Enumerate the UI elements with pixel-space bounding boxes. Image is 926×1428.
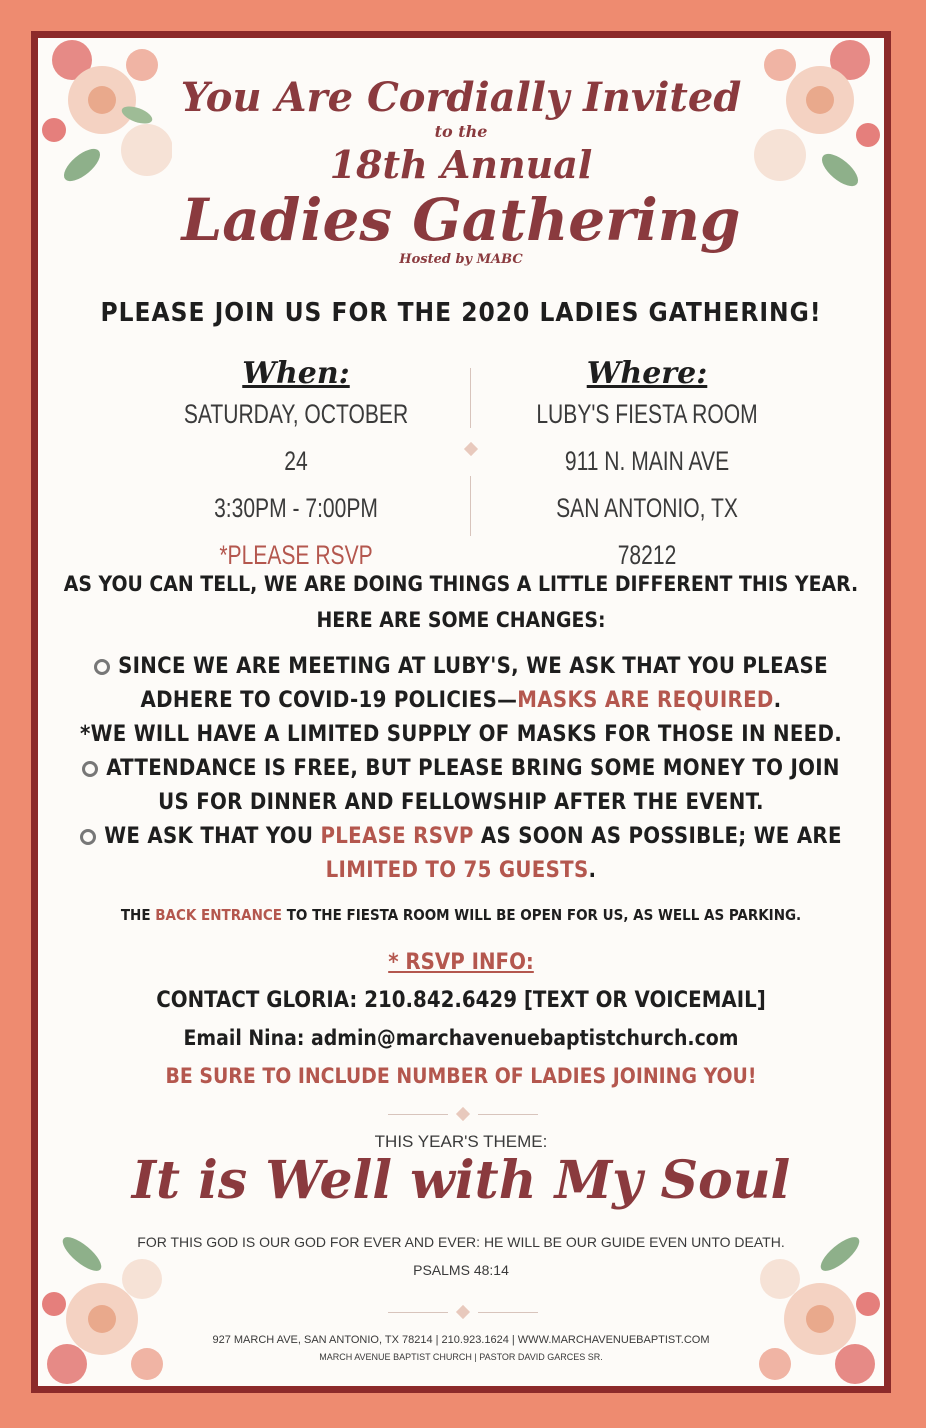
column-divider-top [470, 368, 471, 428]
theme-divider-left [388, 1114, 448, 1115]
when-section [146, 356, 446, 579]
theme-label: THIS YEAR'S THEME: [374, 1132, 548, 1151]
bullet-3-cont: LIMITED TO 75 GUESTS. [325, 858, 597, 883]
divider-diamond [464, 442, 478, 456]
theme-diamond-icon [456, 1107, 470, 1121]
theme-title: It is Well with My Soul [131, 1150, 791, 1211]
rsvp-note: *PLEASE RSVP [219, 540, 373, 570]
masks-required-text: MASKS ARE REQUIRED [517, 688, 774, 713]
masks-note: *WE WILL HAVE A LIMITED SUPPLY OF MASKS FOR THOSE IN NEED. [79, 722, 843, 747]
venue-city: SAN ANTONIO, TX 78212 [556, 493, 738, 570]
rsvp-info-heading: * RSVP INFO: [388, 950, 534, 975]
please-rsvp-text: PLEASE RSVP [320, 824, 474, 849]
theme-verse: FOR THIS GOD IS OUR GOD FOR EVER AND EVER: HE WILL BE OUR GUIDE EVEN UNTO DEATH. [137, 1234, 785, 1250]
guest-limit-text: LIMITED TO 75 GUESTS [325, 858, 589, 883]
invitation-heading: You Are Cordially Invited [180, 74, 742, 121]
church-name: MARCH AVENUE BAPTIST CHURCH | PASTOR DAVID GARCES SR. [319, 1352, 603, 1362]
hosted-by: Hosted by MABC [399, 252, 523, 267]
contact-phone: CONTACT GLORIA: 210.842.6429 [TEXT OR VOICEMAIL] [156, 988, 766, 1013]
bullet-2: ATTENDANCE IS FREE, BUT PLEASE BRING SOME MONEY TO JOIN [38, 752, 884, 786]
when-heading: When: [242, 356, 350, 391]
to-the-text: to the [434, 122, 488, 141]
church-contact: 927 MARCH AVE, SAN ANTONIO, TX 78214 | 210.923.1624 | WWW.MARCHAVENUEBAPTIST.COM [212, 1334, 710, 1346]
rsvp-reminder: BE SURE TO INCLUDE NUMBER OF LADIES JOINING YOU! [165, 1064, 757, 1088]
contact-email: Email Nina: admin@marchavenuebaptistchurch.com [183, 1026, 739, 1050]
bullet-3: WE ASK THAT YOU PLEASE RSVP AS SOON AS POSSIBLE; WE ARE [38, 820, 884, 854]
bullet-dot-icon [80, 829, 96, 845]
where-heading: Where: [586, 356, 708, 391]
venue-name: LUBY'S FIESTA ROOM [536, 399, 758, 429]
bullet-1: SINCE WE ARE MEETING AT LUBY'S, WE ASK THAT YOU PLEASE [38, 650, 884, 684]
annual-text: 18th Annual [329, 142, 593, 187]
column-divider-bottom [470, 476, 471, 536]
back-entrance-text: BACK ENTRANCE [155, 906, 282, 924]
changes-intro [38, 566, 884, 638]
bullet-1-cont: ADHERE TO COVID-19 POLICIES—MASKS ARE REQUIRED. [140, 688, 782, 713]
event-time: 3:30PM - 7:00PM [214, 493, 378, 523]
intro-line: PLEASE JOIN US FOR THE 2020 LADIES GATHERING! [100, 298, 822, 328]
where-section [497, 356, 797, 579]
verse-reference: PSALMS 48:14 [413, 1262, 509, 1278]
footer-divider-right [478, 1312, 538, 1313]
entrance-note: THE BACK ENTRANCE TO THE FIESTA ROOM WILL BE OPEN FOR US, AS WELL AS PARKING. [120, 906, 802, 924]
changes-line-1: AS YOU CAN TELL, WE ARE DOING THINGS A LITTLE DIFFERENT THIS YEAR. [63, 572, 859, 596]
changes-line-2: HERE ARE SOME CHANGES: [316, 608, 606, 632]
footer-diamond-icon [456, 1305, 470, 1319]
event-date: SATURDAY, OCTOBER 24 [183, 399, 409, 476]
event-title: Ladies Gathering [181, 186, 741, 254]
footer-divider-left [388, 1312, 448, 1313]
bullet-2-cont: US FOR DINNER AND FELLOWSHIP AFTER THE EVENT. [158, 790, 764, 815]
theme-divider-right [478, 1114, 538, 1115]
bullet-dot-icon [94, 659, 110, 675]
bullet-dot-icon [82, 761, 98, 777]
venue-street: 911 N. MAIN AVE [564, 446, 730, 476]
invitation-card [31, 31, 891, 1393]
bullet-list [38, 650, 884, 888]
